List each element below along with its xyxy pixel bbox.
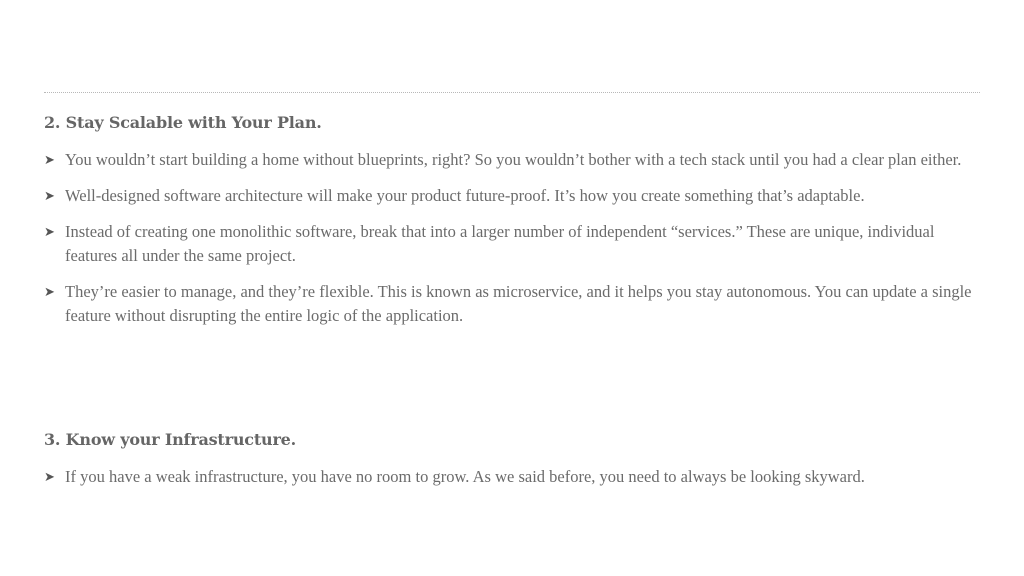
bullet-item xyxy=(44,184,980,208)
arrow-bullet-icon: ➤ xyxy=(44,152,55,167)
slide xyxy=(44,0,980,576)
section-heading: 3. Know your Infrastructure. xyxy=(44,430,297,449)
bullet-text: If you have a weak infrastructure, you have no room to grow. As we said before, you need to always be looking skyward. xyxy=(65,467,865,486)
bullet-text: They’re easier to manage, and they’re flexible. This is known as microservice, and it helps you stay autonomous. You can update a single feature without disrupting the entire logic of the application. xyxy=(65,282,972,325)
arrow-bullet-icon: ➤ xyxy=(44,284,55,299)
bullet-text: Well-designed software architecture will make your product future-proof. It’s how you create something that’s adaptable. xyxy=(65,186,865,205)
bullet-item xyxy=(44,148,980,172)
section-heading: 2. Stay Scalable with Your Plan. xyxy=(44,113,322,132)
section-stay-scalable xyxy=(44,112,980,340)
bullet-item xyxy=(44,465,980,489)
bullet-item xyxy=(44,280,980,328)
bullet-text: Instead of creating one monolithic software, break that into a larger number of independent “services.” These are unique, individual features all under the same project. xyxy=(65,222,935,265)
arrow-bullet-icon: ➤ xyxy=(44,469,55,484)
arrow-bullet-icon: ➤ xyxy=(44,188,55,203)
bullet-list xyxy=(44,465,980,489)
bullet-item xyxy=(44,220,980,268)
section-know-infrastructure xyxy=(44,429,980,501)
arrow-bullet-icon: ➤ xyxy=(44,224,55,239)
bullet-text: You wouldn’t start building a home without blueprints, right? So you wouldn’t bother with a tech stack until you had a clear plan either. xyxy=(65,150,962,169)
bullet-list xyxy=(44,148,980,328)
dotted-divider xyxy=(44,92,980,93)
